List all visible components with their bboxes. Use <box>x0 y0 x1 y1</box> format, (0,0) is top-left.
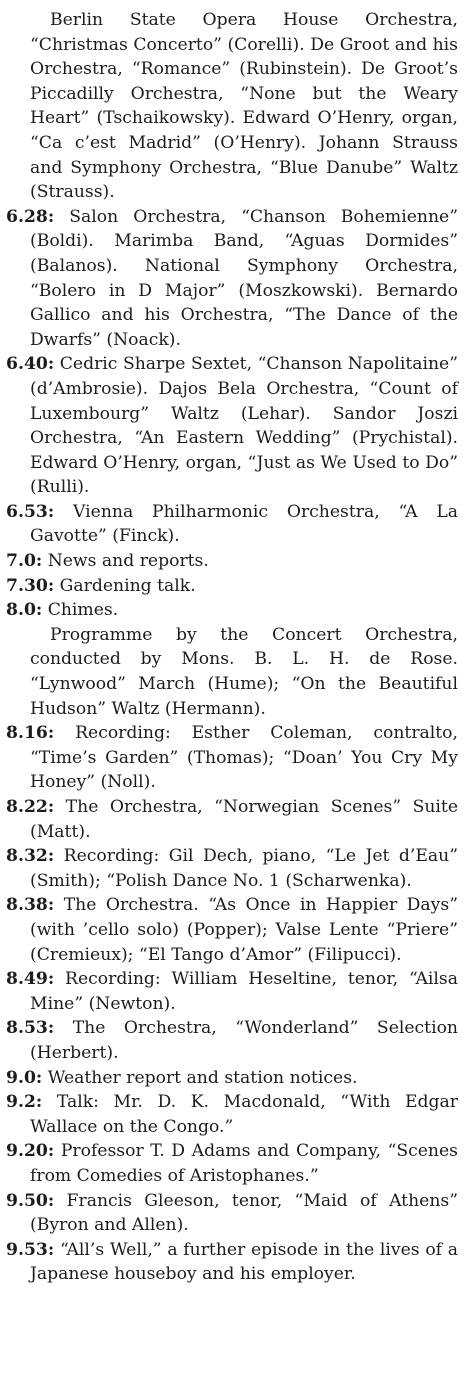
programme-entry <box>6 598 458 623</box>
entry-time: 6.28: <box>6 206 55 227</box>
entry-time: 8.16: <box>6 723 55 744</box>
programme-entry <box>6 967 458 1016</box>
concert-intro-text: Programme by the Concert Orchestra, conducted by Mons. B. L. H. de Rose. “Lynwood” March (Hume); “On the Beautiful Hudson” Waltz (Hermann). <box>30 624 458 719</box>
entry-time: 6.40: <box>6 354 55 375</box>
entry-text: Talk: Mr. D. K. Macdonald, “With Edgar Wallace on the Congo.” <box>30 1092 458 1137</box>
entry-text: Recording: William Heseltine, tenor, “Ailsa Mine” (Newton). <box>30 969 458 1014</box>
entry-time: 8.0: <box>6 600 43 621</box>
entry-text: News and reports. <box>42 551 209 572</box>
entry-text: Cedric Sharpe Sextet, “Chanson Napolitaine” (d’Ambrosie). Dajos Bela Orchestra, “Count of Luxembourg” Waltz (Lehar). Sandor Joszi Orchestra, “An Eastern Wedding” (Prychistal). Edward O’Henry, organ, “Just as We Used to Do” (Rulli). <box>30 354 458 498</box>
entry-time: 9.20: <box>6 1141 55 1162</box>
entry-time: 8.32: <box>6 846 55 867</box>
programme-entry <box>6 1066 458 1091</box>
entry-time: 6.53: <box>6 501 55 522</box>
programme-entry <box>6 1139 458 1188</box>
programme-entry <box>6 500 458 549</box>
intro-paragraph <box>30 8 458 205</box>
intro-text: Berlin State Opera House Orchestra, “Christmas Concerto” (Corelli). De Groot and his Orchestra, “Romance” (Rubinstein). De Groot’s Piccadilly Orchestra, “None but the Weary Heart” (Tschaikowsky). Edward O’Henry, organ, “Ca c’est Madrid” (O’Henry). Johann Strauss and Symphony Orchestra, “Blue Danube” Waltz (Strauss). <box>30 10 458 203</box>
entry-time: 8.49: <box>6 969 55 990</box>
entry-text: Chimes. <box>42 600 119 621</box>
programme-entry <box>6 844 458 893</box>
programme-entry <box>6 795 458 844</box>
entry-time: 8.38: <box>6 895 55 916</box>
entry-text: Recording: Gil Dech, piano, “Le Jet d’Eau” (Smith); “Polish Dance No. 1 (Scharwenka). <box>30 846 458 891</box>
entry-time: 9.50: <box>6 1190 55 1211</box>
programme-entry <box>6 352 458 500</box>
programme-entry <box>6 549 458 574</box>
entry-time: 9.53: <box>6 1239 55 1260</box>
programme-entry <box>6 574 458 599</box>
programme-entry <box>6 1238 458 1287</box>
programme-entry <box>6 721 458 795</box>
entry-text: Gardening talk. <box>54 575 196 596</box>
entry-time: 9.0: <box>6 1067 43 1088</box>
concert-intro-paragraph <box>30 623 458 721</box>
entry-time: 7.0: <box>6 551 43 572</box>
entry-time: 7.30: <box>6 575 55 596</box>
entry-text: Vienna Philharmonic Orchestra, “A La Gavotte” (Finck). <box>30 501 458 547</box>
entry-time: 9.2: <box>6 1092 43 1113</box>
programme-entry <box>6 1016 458 1065</box>
entry-text: Salon Orchestra, “Chanson Bohemienne” (Boldi). Marimba Band, “Aguas Dormides” (Balanos). National Symphony Orchestra, “Bolero in D Major” (Moszkowski). Bernardo Gallico and his Orchestra, “The Dance of the Dwarfs” (Noack). <box>30 206 458 350</box>
entry-text: “All’s Well,” a further episode in the lives of a Japanese houseboy and his employer. <box>30 1239 458 1285</box>
entry-text: The Orchestra, “Wonderland” Selection (Herbert). <box>30 1018 458 1063</box>
entry-time: 8.22: <box>6 797 55 817</box>
entry-text: The Orchestra, “Norwegian Scenes” Suite (Matt). <box>30 797 458 842</box>
entry-time: 8.53: <box>6 1018 55 1039</box>
programme-entry <box>6 205 458 353</box>
entry-text: Francis Gleeson, tenor, “Maid of Athens” (Byron and Allen). <box>30 1190 458 1236</box>
entry-text: Recording: Esther Coleman, contralto, “Time’s Garden” (Thomas); “Doan’ You Cry My Honey” (Noll). <box>30 723 458 793</box>
programme-entry <box>6 1189 458 1238</box>
programme-entry <box>6 1090 458 1139</box>
programme-entry <box>6 893 458 967</box>
entry-text: Professor T. D Adams and Company, “Scenes from Comedies of Aristophanes.” <box>30 1141 458 1186</box>
entry-text: Weather report and station notices. <box>42 1067 358 1088</box>
entry-text: The Orchestra. “As Once in Happier Days” (with ’cello solo) (Popper); Valse Lente “Priere” (Cremieux); “El Tango d’Amor” (Filipucci). <box>30 895 458 965</box>
